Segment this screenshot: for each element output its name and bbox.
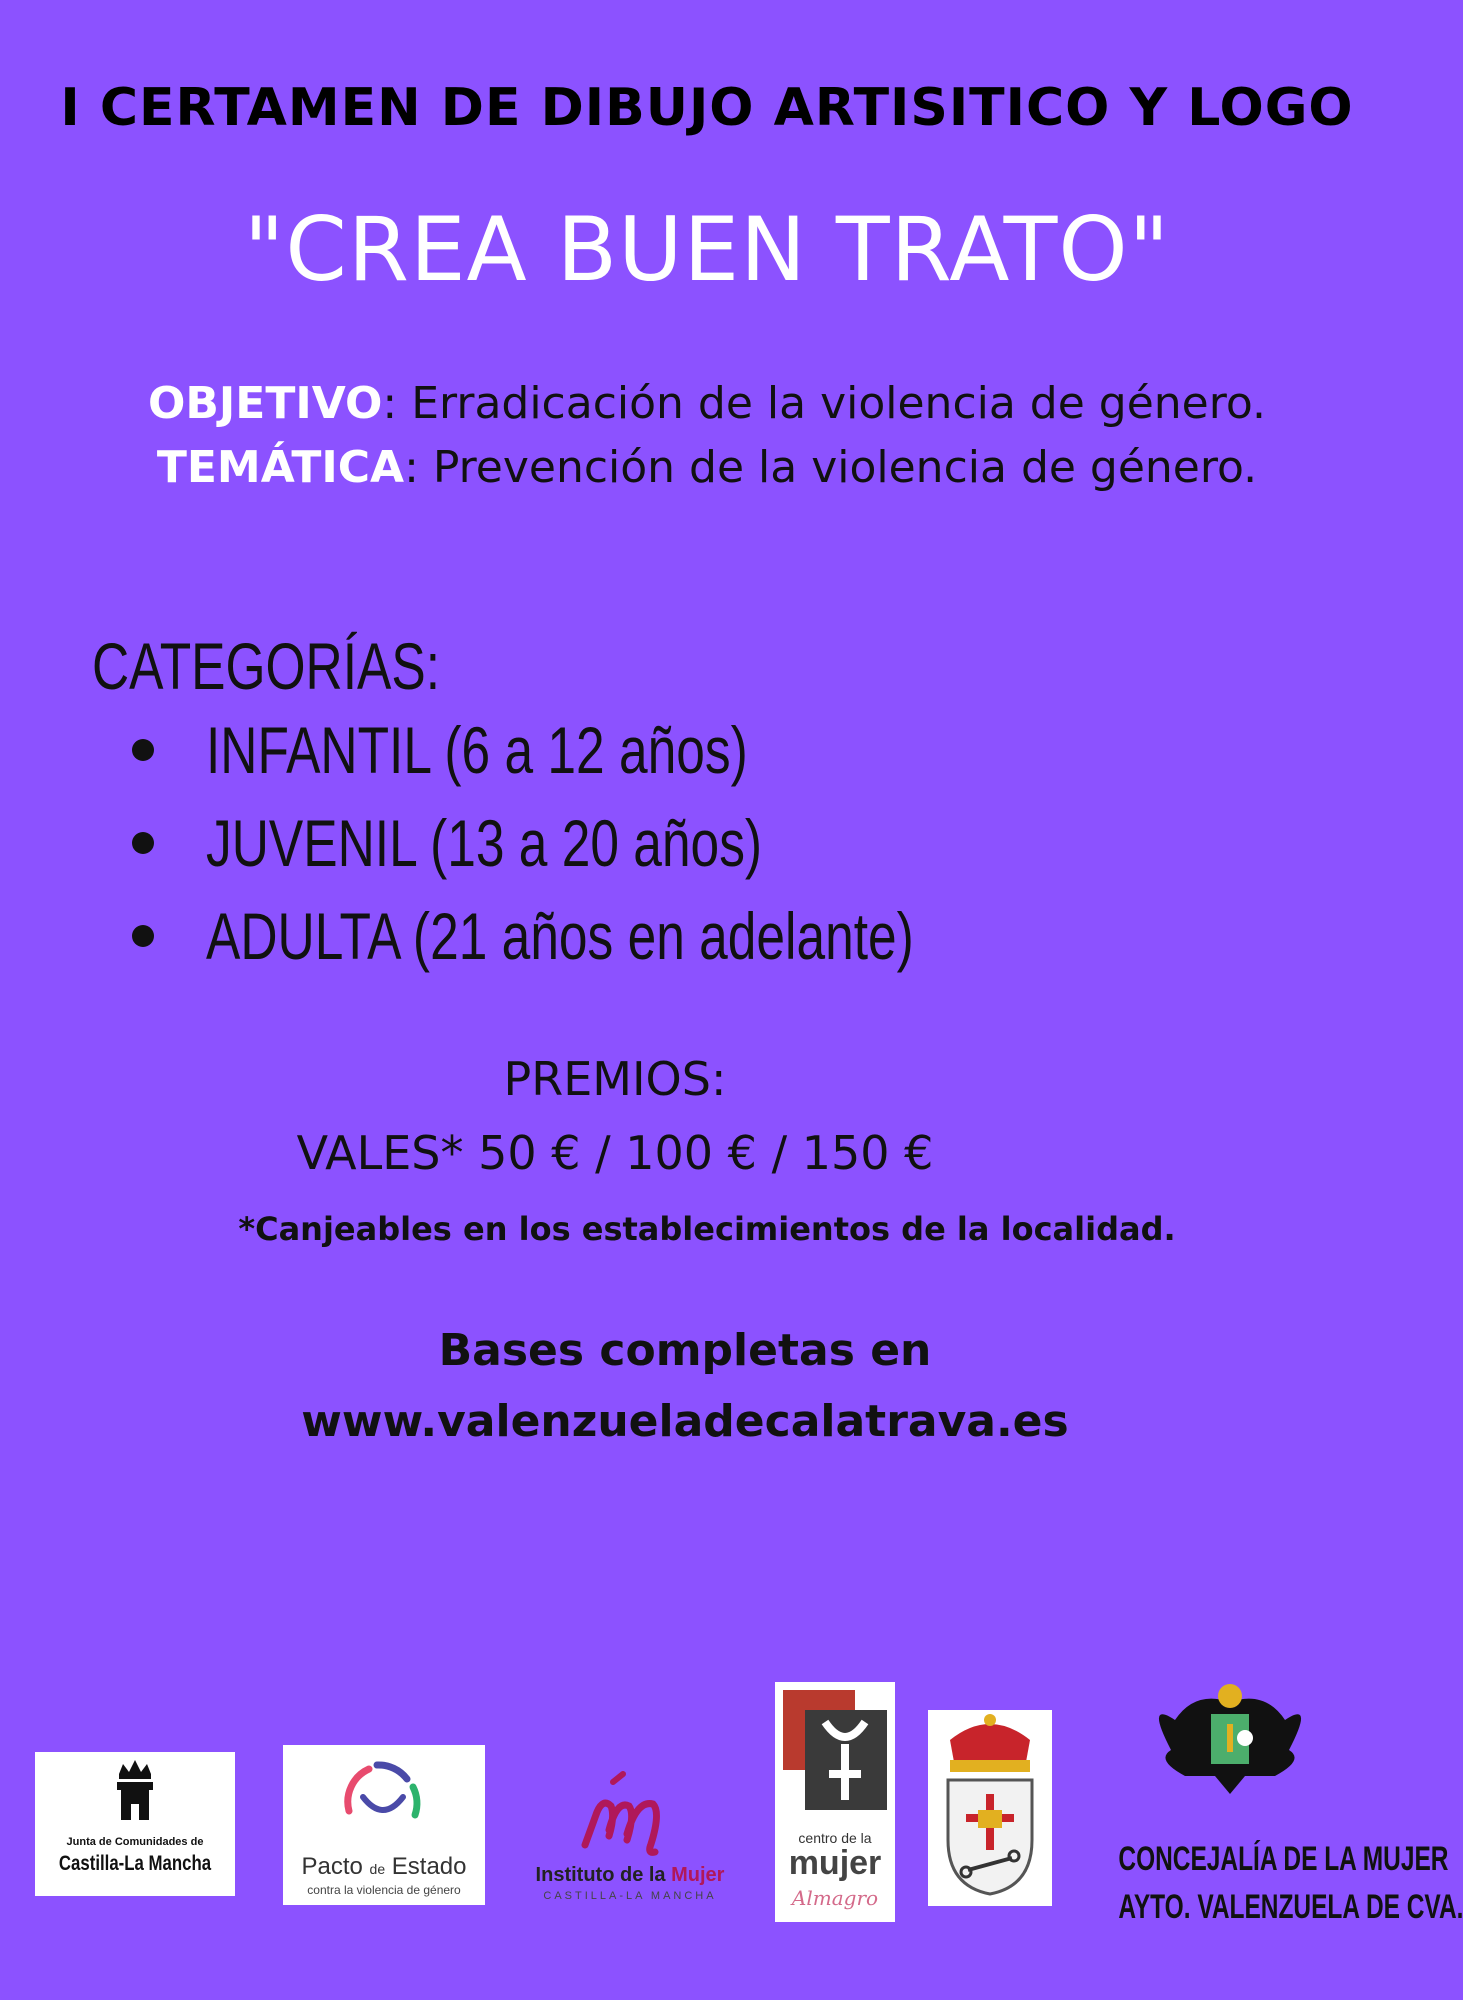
bullet-icon [132, 925, 154, 947]
tematica-label: TEMÁTICA [156, 442, 405, 493]
pacto-estado-logo [283, 1745, 485, 1905]
category-label: INFANTIL (6 a 12 años) [206, 713, 748, 787]
category-item [132, 805, 919, 881]
double-eagle-icon [1075, 1680, 1385, 1800]
objetivo-label: OBJETIVO [147, 378, 383, 429]
prizes-label: PREMIOS: [503, 1052, 727, 1106]
tematica-line [0, 442, 1414, 493]
centro-line1: centro de la [798, 1830, 872, 1846]
concejalia-line2: AYTO. VALENZUELA DE CVA. [1118, 1888, 1463, 1926]
objetivo-line [0, 378, 1414, 429]
jccm-line2: Castilla-La Mancha [58, 1852, 212, 1875]
venus-symbol-icon [775, 1682, 895, 1832]
town-coat-of-arms [928, 1710, 1052, 1906]
bullet-icon [132, 832, 154, 854]
concejalia-line1: CONCEJALÍA DE LA MUJER [1118, 1840, 1449, 1878]
centro-mujer-logo [775, 1682, 895, 1922]
tematica-text: : Prevención de la violencia de género. [404, 442, 1258, 493]
instituto-word-1: Instituto de la [535, 1864, 672, 1886]
pacto-subtitle: contra la violencia de género [307, 1883, 461, 1897]
centro-line3: Almagro [791, 1886, 879, 1910]
instituto-word-2: Mujer [671, 1864, 725, 1886]
bullet-icon [132, 739, 154, 761]
category-item [132, 712, 901, 788]
category-item [132, 898, 1113, 974]
jccm-logo [35, 1752, 235, 1896]
pacto-word-1: Pacto [301, 1853, 363, 1880]
poster-title: I CERTAMEN DE DIBUJO ARTISITICO Y LOGO [60, 78, 1354, 138]
centro-line2: mujer [788, 1844, 882, 1882]
bases-text: Bases completas en [438, 1325, 932, 1376]
smile-ring-icon [283, 1745, 485, 1845]
pacto-word-2: de [369, 1861, 386, 1877]
coat-of-arms-icon [928, 1710, 1052, 1906]
jccm-line1: Junta de Comunidades de [66, 1836, 204, 1848]
prizes-note: *Canjeables en los establecimientos de la localidad. [238, 1210, 1176, 1248]
instituto-title [505, 1864, 755, 1887]
category-label: ADULTA (21 años en adelante) [206, 899, 914, 973]
instituto-mujer-logo [505, 1760, 755, 1910]
pacto-title [283, 1853, 485, 1881]
concejalia-logo [1075, 1680, 1463, 1930]
poster-subtitle: "CREA BUEN TRATO" [243, 198, 1171, 301]
prizes-values: VALES* 50 € / 100 € / 150 € [296, 1126, 934, 1180]
objetivo-text: : Erradicación de la violencia de género. [382, 378, 1267, 429]
script-m-icon [505, 1760, 755, 1860]
category-label: JUVENIL (13 a 20 años) [206, 806, 763, 880]
pacto-word-3: Estado [391, 1853, 467, 1880]
bases-website-link[interactable]: www.valenzueladecalatrava.es [301, 1396, 1069, 1447]
instituto-subtitle: CASTILLA-LA MANCHA [543, 1890, 717, 1902]
categories-heading: CATEGORÍAS: [92, 629, 441, 703]
